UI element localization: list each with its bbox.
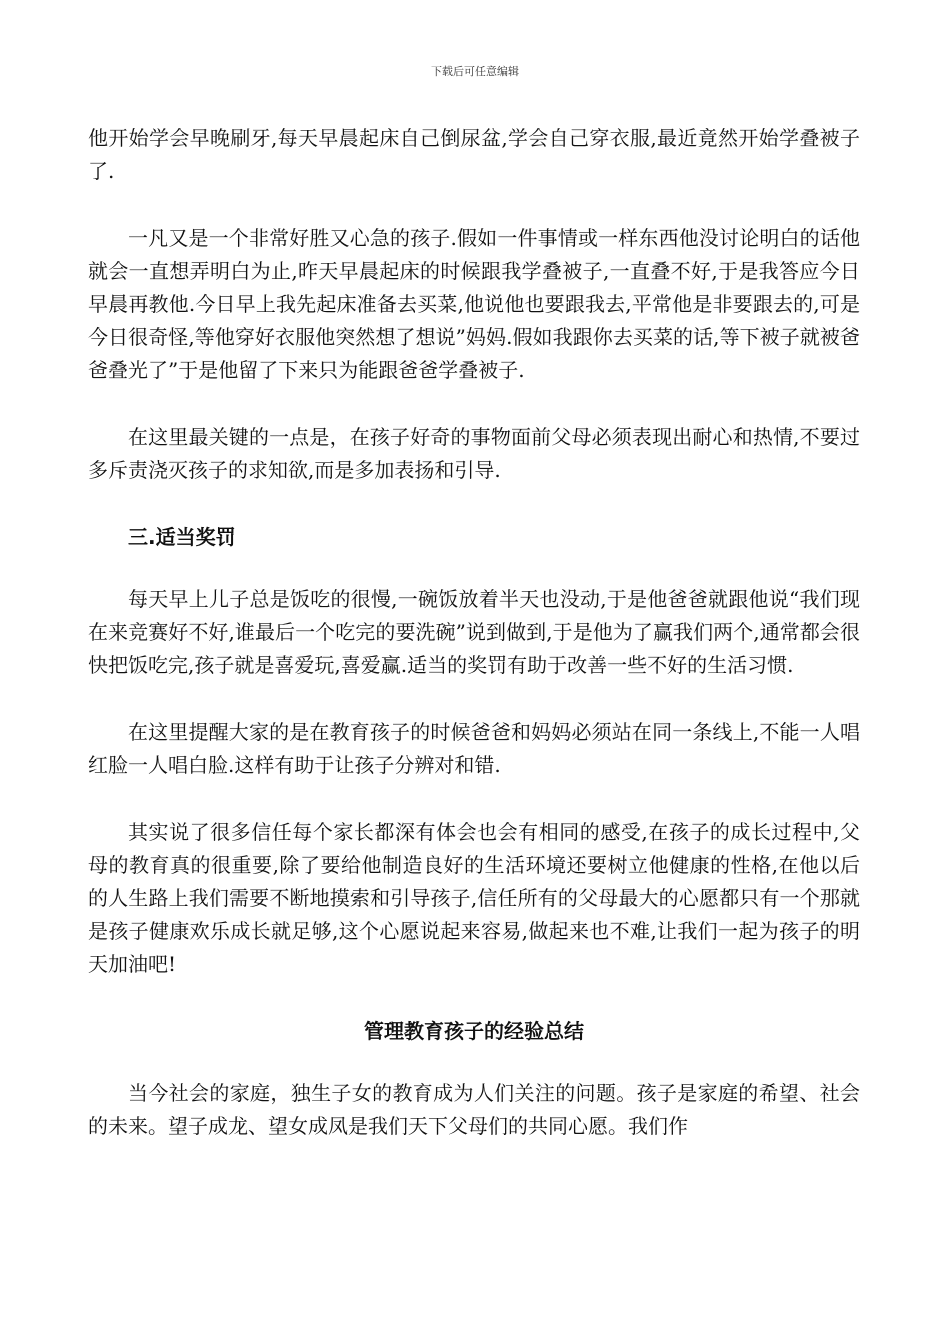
paragraph-continuation: 他开始学会早晚刷牙,每天早晨起床自己倒尿盆,学会自己穿衣服,最近竟然开始学叠被子了. <box>88 126 860 183</box>
document-title: 管理教育孩子的经验总结 <box>364 1019 584 1043</box>
page-header: 下载后可任意编辑 <box>431 65 519 78</box>
paragraph-parents-consistency: 在这里提醒大家的是在教育孩子的时候爸爸和妈妈必须站在同一条线上,不能一人唱红脸一人唱白脸.这样有助于让孩子分辨对和错. <box>88 720 860 777</box>
paragraph-intro: 当今社会的家庭，独生子女的教育成为人们关注的问题。孩子是家庭的希望、社会的未来。望子成龙、望女成凤是我们天下父母们的共同心愿。我们作 <box>88 1081 860 1138</box>
document-body <box>88 122 860 1177</box>
section-heading: 三.适当奖罚 <box>128 525 236 549</box>
paragraph-reward-example: 每天早上儿子总是饭吃的很慢,一碗饭放着半天也没动,于是他爸爸就跟他说“我们现在来竞赛好不好,谁最后一个吃完的要洗碗”说到做到,于是他为了赢我们两个,通常都会很快把饭吃完,孩子就是喜爱玩,喜爱赢.适当的奖罚有助于改善一些不好的生活习惯. <box>88 587 860 677</box>
paragraph-yifan-story: 一凡又是一个非常好胜又心急的孩子.假如一件事情或一样东西他没讨论明白的话他就会一直想弄明白为止,昨天早晨起床的时候跟我学叠被子,一直叠不好,于是我答应今日早晨再教他.今日早上我先起床准备去买菜,他说他也要跟我去,平常他是非要跟去的,可是今日很奇怪,等他穿好衣服他突然想了想说”妈妈.假如我跟你去买菜的话,等下被子就被爸爸叠光了”于是他留了下来只为能跟爸爸学叠被子. <box>88 226 860 382</box>
paragraph-patience: 在这里最关键的一点是，在孩子好奇的事物面前父母必须表现出耐心和热情,不要过多斥责浇灭孩子的求知欲,而是多加表扬和引导. <box>88 425 860 482</box>
paragraph-conclusion: 其实说了很多信任每个家长都深有体会也会有相同的感受,在孩子的成长过程中,父母的教育真的很重要,除了要给他制造良好的生活环境还要树立他健康的性格,在他以后的人生路上我们需要不断地摸索和引导孩子,信任所有的父母最大的心愿都只有一个那就是孩子健康欢乐成长就足够,这个心愿说起来容易,做起来也不难,让我们一起为孩子的明天加油吧! <box>88 820 860 976</box>
